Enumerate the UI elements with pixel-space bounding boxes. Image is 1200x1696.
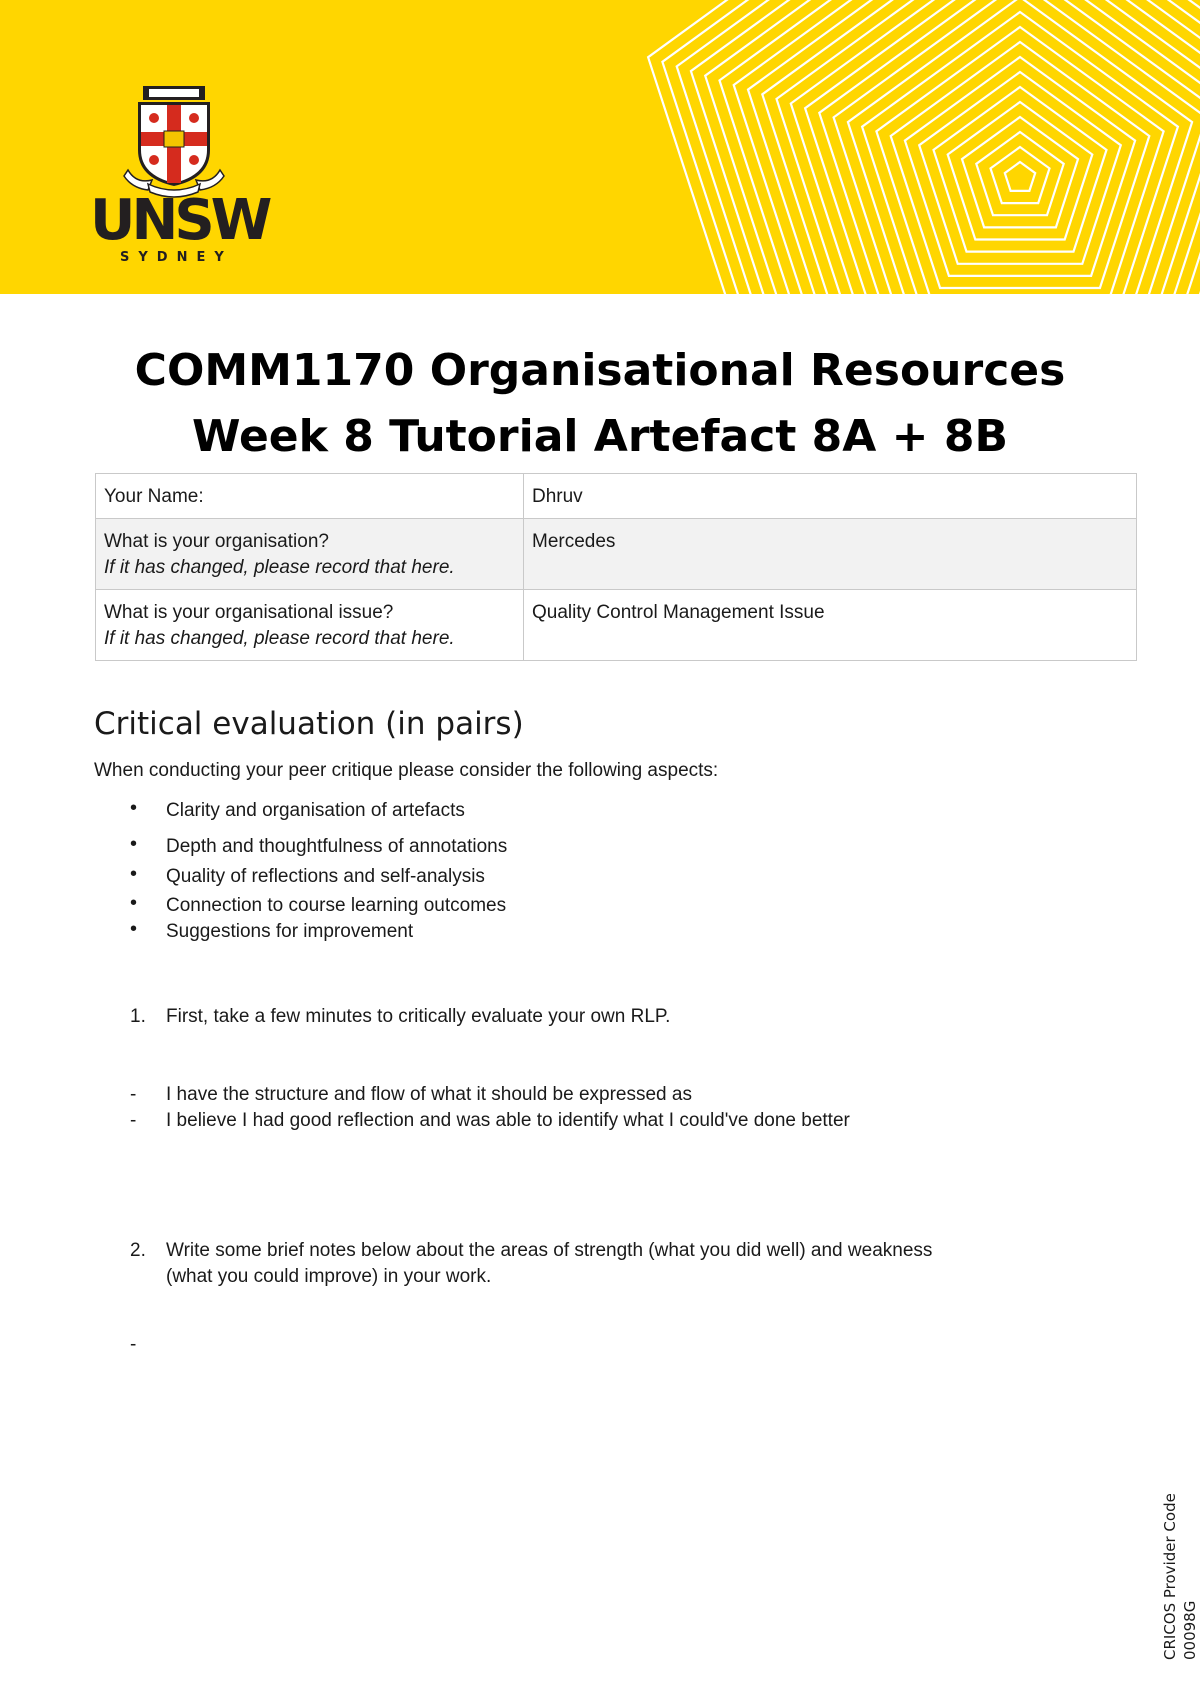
question-2-line-2: (what you could improve) in your work. — [166, 1266, 492, 1287]
question-text: What is your organisational issue? — [104, 602, 394, 623]
question-number: 2. — [130, 1240, 146, 1261]
question-1-text: First, take a few minutes to critically evaluate your own RLP. — [166, 1006, 671, 1027]
logo-subtitle: SYDNEY — [120, 250, 233, 265]
pattern-ring — [777, 0, 1200, 294]
question-text: Your Name: — [104, 486, 204, 507]
answer-line: I have the structure and flow of what it should be expressed as — [166, 1084, 692, 1105]
bullet-icon: • — [130, 892, 138, 914]
bullet-icon: • — [130, 863, 138, 885]
question-note: If it has changed, please record that here. — [104, 628, 455, 649]
answer-cell — [524, 474, 1137, 519]
title-line-1: COMM1170 Organisational Resources — [134, 345, 1066, 396]
list-item: Suggestions for improvement — [166, 921, 414, 942]
bullet-icon: • — [130, 833, 138, 855]
cricos-line-2: 00098G — [1181, 1600, 1199, 1660]
answer-line: I believe I had good reflection and was able to identify what I could've done better — [166, 1110, 850, 1131]
pattern-ring — [648, 0, 1200, 294]
bullet-icon: • — [130, 918, 138, 940]
cricos-code — [1160, 1493, 1200, 1660]
table-row — [96, 474, 1137, 519]
question-cell — [96, 590, 524, 661]
pattern-ring — [876, 27, 1163, 294]
bullet-icon: • — [130, 797, 138, 819]
header-banner — [0, 0, 1200, 294]
logo-wordmark: UNSW — [90, 188, 269, 253]
question-cell — [96, 474, 524, 519]
answer-text: Dhruv — [532, 486, 583, 507]
pattern-ring — [991, 147, 1050, 203]
section-heading: Critical evaluation (in pairs) — [94, 706, 524, 742]
list-item: Connection to course learning outcomes — [166, 895, 507, 916]
list-item: Clarity and organisation of artefacts — [166, 800, 465, 821]
answer-cell — [524, 590, 1137, 661]
table-row — [96, 519, 1137, 590]
dash-marker: - — [130, 1084, 137, 1105]
section-intro: When conducting your peer critique please consider the following aspects: — [94, 760, 719, 781]
question-text: What is your organisation? — [104, 531, 329, 552]
question-cell — [96, 519, 524, 590]
answer-text: Quality Control Management Issue — [532, 602, 825, 623]
info-table — [95, 473, 1137, 661]
question-note: If it has changed, please record that here. — [104, 557, 455, 578]
table-row — [96, 590, 1137, 661]
list-item: Quality of reflections and self-analysis — [166, 866, 485, 887]
pattern-ring — [762, 0, 1200, 294]
list-item: Depth and thoughtfulness of annotations — [166, 836, 508, 857]
question-2-line-1: Write some brief notes below about the areas of strength (what you did well) and weakness — [166, 1240, 933, 1261]
document-title — [0, 338, 1200, 470]
pattern-ring — [1005, 162, 1035, 191]
dash-marker: - — [130, 1110, 137, 1131]
question-number: 1. — [130, 1006, 146, 1027]
answer-text: Mercedes — [532, 531, 616, 552]
cricos-line-1: CRICOS Provider Code — [1161, 1493, 1179, 1660]
dash-marker: - — [130, 1334, 137, 1355]
title-line-2: Week 8 Tutorial Artefact 8A + 8B — [191, 411, 1009, 462]
answer-cell — [524, 519, 1137, 590]
